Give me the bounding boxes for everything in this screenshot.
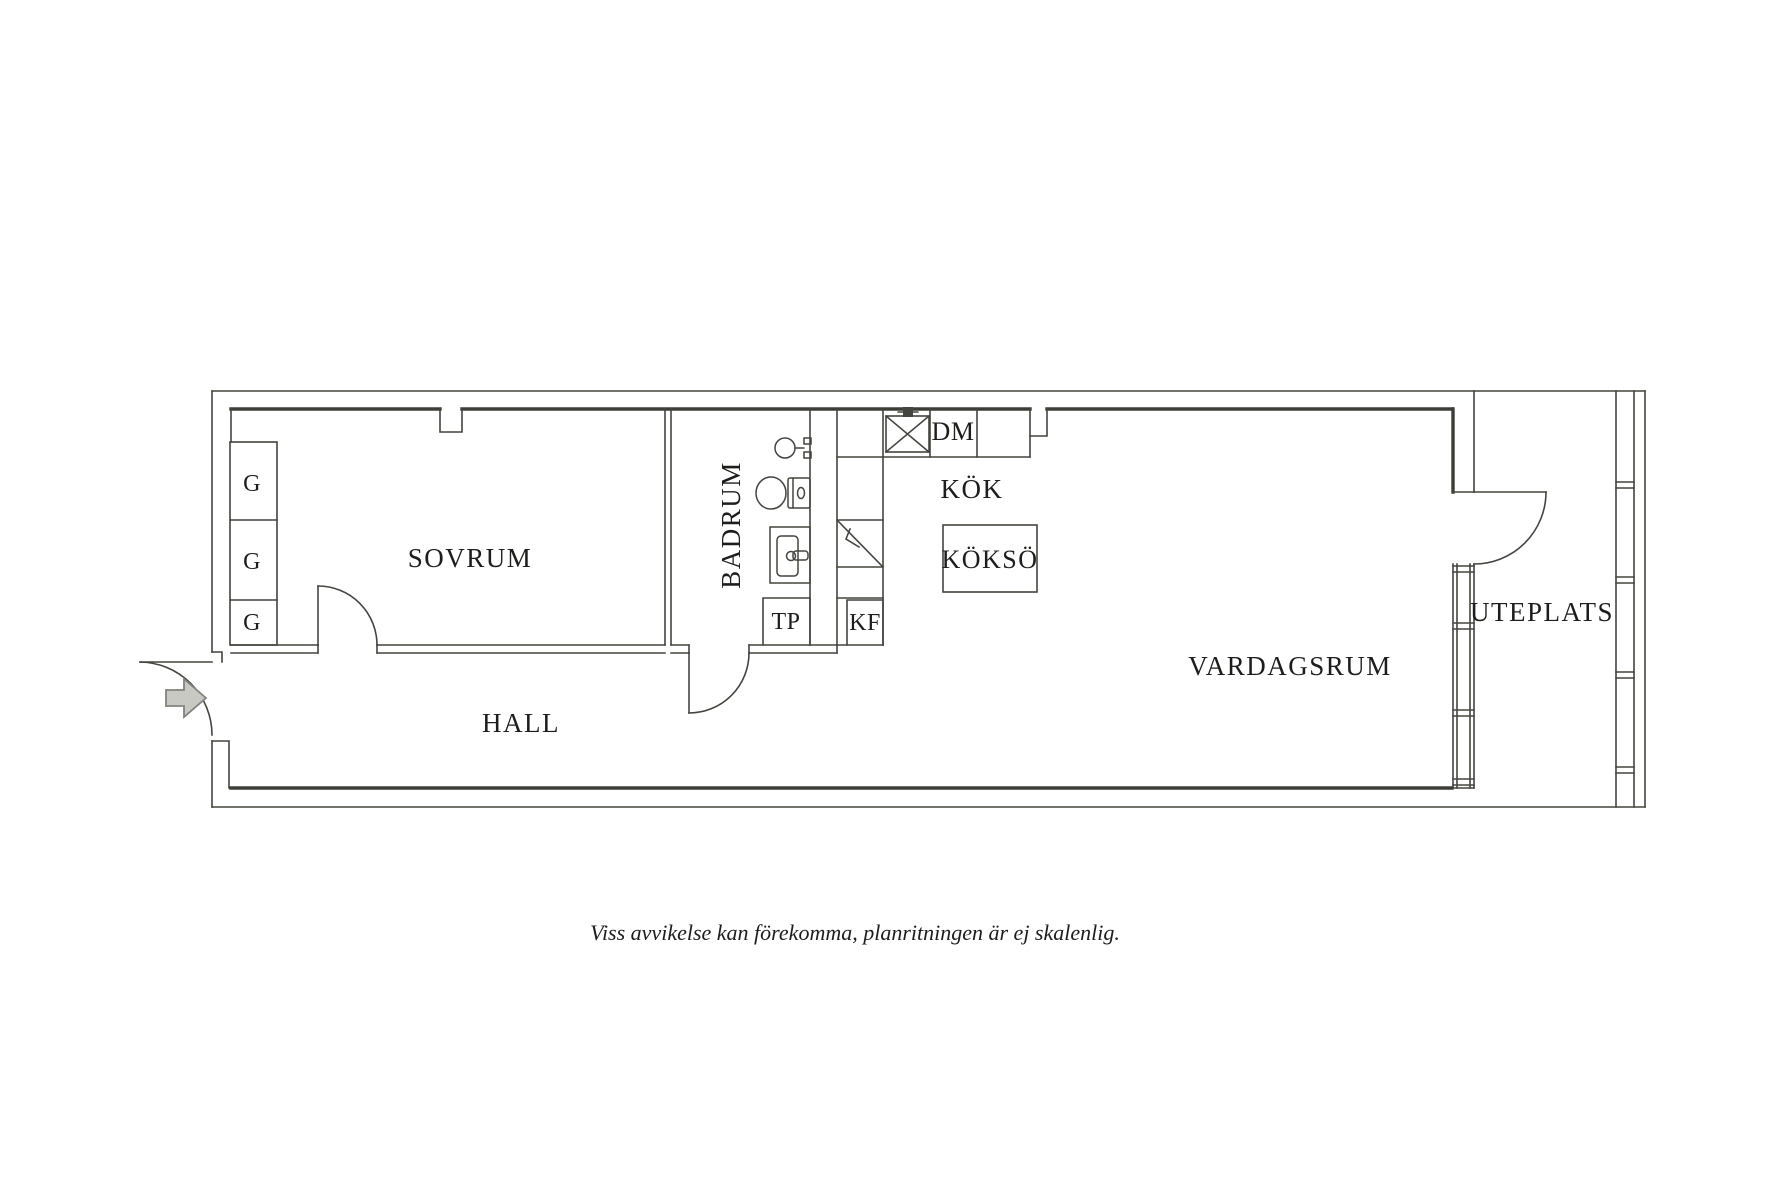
entry-jamb-top [212,652,222,662]
label-vardagsrum: VARDAGSRUM [1188,651,1392,681]
doors [140,492,1546,735]
badrum-door-swing [689,653,749,713]
kitchen-sink-cross [886,416,929,452]
fence-ticks [1616,482,1634,773]
label-kf: KF [849,610,881,636]
label-closet-2: G [243,549,261,575]
fixture-labels [243,417,1038,636]
shaft-diagonal [838,521,882,566]
kitchen-faucet-icon [903,407,913,417]
toilet-button [798,488,805,499]
interior-walls [231,409,1047,653]
label-uteplats: UTEPLATS [1469,597,1615,627]
toilet-cistern [788,478,810,508]
hall-wall-jamb-caps [318,645,837,653]
label-closet-3: G [243,610,261,636]
outer-walls [212,391,1645,807]
bathroom-fixtures [756,438,811,583]
room-labels [408,461,1614,738]
label-kokso: KÖKSÖ [941,545,1039,574]
label-tp: TP [771,609,801,635]
round-sink-icon [775,438,795,458]
label-dm: DM [931,417,975,446]
sovrum-wall-pillar [440,409,462,432]
uteplats-door-swing [1474,492,1546,564]
label-sovrum: SOVRUM [407,543,533,573]
label-kok: KÖK [940,474,1004,504]
sovrum-door-swing [318,586,377,645]
kok-wall-pillar [1030,409,1047,436]
disclaimer-text: Viss avvikelse kan förekomma, planritningen är ej skalenlig. [590,920,1120,945]
entry-arrow-icon [166,679,206,717]
label-hall: HALL [482,708,560,738]
toilet-bowl-icon [756,477,786,509]
entry-jamb-bottom [212,741,229,788]
label-badrum: BADRUM [716,461,746,589]
label-closet-1: G [243,471,261,497]
